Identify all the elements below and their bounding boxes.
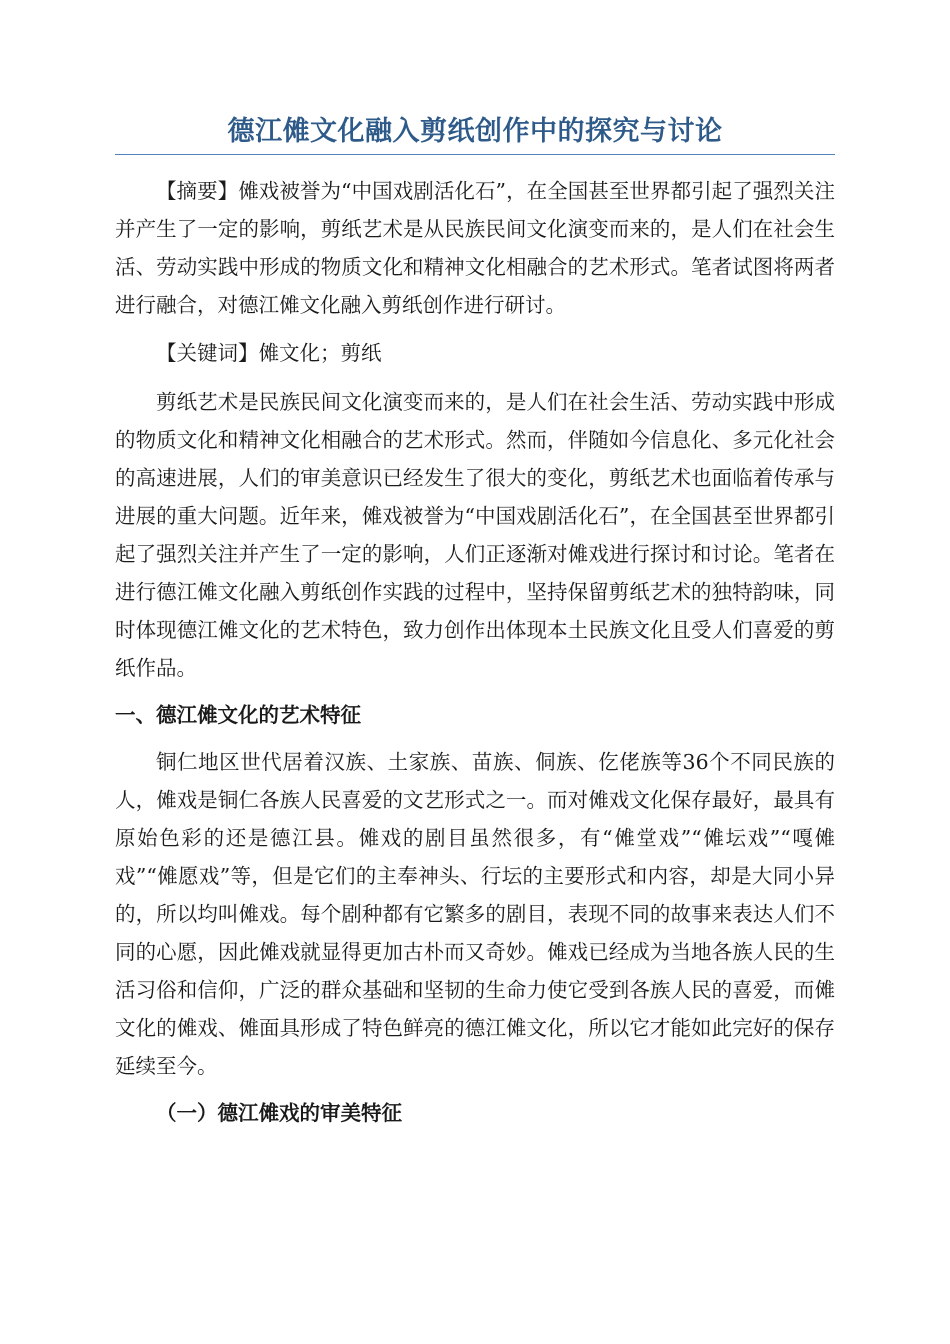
section-heading-1: 一、德江傩文化的艺术特征 (115, 703, 361, 727)
document-page (115, 112, 835, 1132)
body-paragraph-2: 铜仁地区世代居着汉族、土家族、苗族、侗族、仡佬族等36个不同民族的人，傩戏是铜仁各族人民喜爱的文艺形式之一。而对傩戏文化保存最好，最具有原始色彩的还是德江县。傩戏的剧目虽然很多，有“傩堂戏”“傩坛戏”“嘎傩戏”“傩愿戏”等，但是它们的主奉神头、行坛的主要形式和内容，却是大同小异的，所以均叫傩戏。每个剧种都有它繁多的剧目，表现不同的故事来表达人们不同的心愿，因此傩戏就显得更加古朴而又奇妙。傩戏已经成为当地各族人民的生活习俗和信仰，广泛的群众基础和坚韧的生命力使它受到各族人民的喜爱，而傩文化的傩戏、傩面具形成了特色鲜亮的德江傩文化，所以它才能如此完好的保存延续至今。 (115, 750, 835, 1078)
body-paragraph-1: 剪纸艺术是民族民间文化演变而来的，是人们在社会生活、劳动实践中形成的物质文化和精神文化相融合的艺术形式。然而，伴随如今信息化、多元化社会的高速进展，人们的审美意识已经发生了很大的变化，剪纸艺术也面临着传承与进展的重大问题。近年来，傩戏被誉为“中国戏剧活化石”，在全国甚至世界都引起了强烈关注并产生了一定的影响，人们正逐渐对傩戏进行探讨和讨论。笔者在进行德江傩文化融入剪纸创作实践的过程中，坚持保留剪纸艺术的独特韵味，同时体现德江傩文化的艺术特色，致力创作出体现本土民族文化且受人们喜爱的剪纸作品。 (115, 390, 835, 680)
abstract-paragraph: 【摘要】傩戏被誉为“中国戏剧活化石”，在全国甚至世界都引起了强烈关注并产生了一定的影响，剪纸艺术是从民族民间文化演变而来的，是人们在社会生活、劳动实践中形成的物质文化和精神文化相融合的艺术形式。笔者试图将两者进行融合，对德江傩文化融入剪纸创作进行研讨。 (115, 179, 835, 317)
title-underline (115, 154, 835, 155)
document-title: 德江傩文化融入剪纸创作中的探究与讨论 (227, 116, 723, 147)
subsection-heading-1: （一）德江傩戏的审美特征 (156, 1101, 402, 1125)
keywords-paragraph: 【关键词】傩文化；剪纸 (156, 341, 382, 365)
